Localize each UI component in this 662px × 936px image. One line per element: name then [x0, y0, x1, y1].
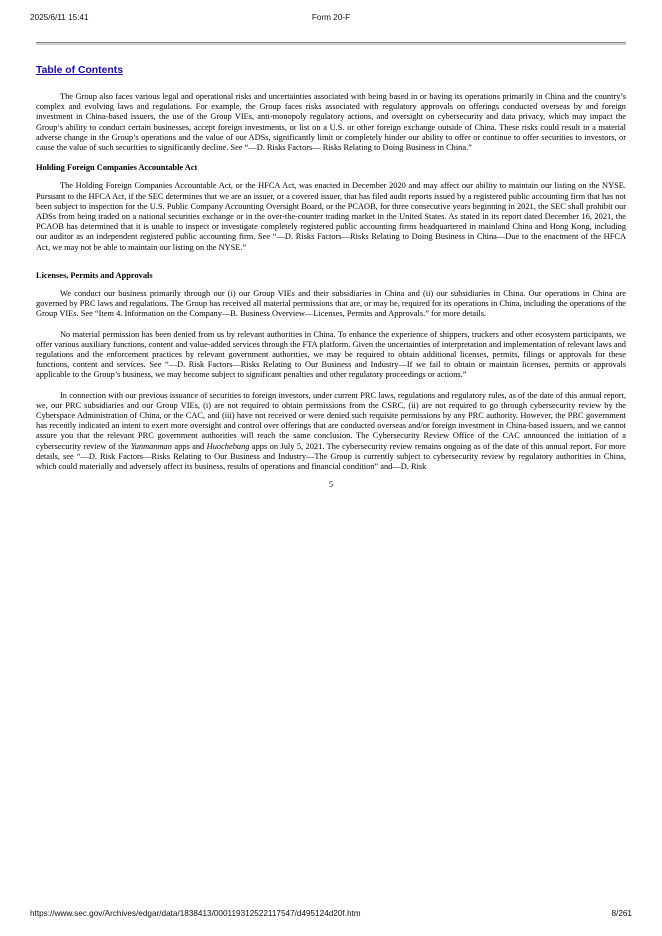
print-page-count: 8/261	[611, 909, 632, 918]
licenses-paragraph-1: We conduct our business primarily through our (i) our Group VIEs and their subsidiaries in China and (ii) our subsidiaries in China. Our operations in China are governed by PRC laws and regulations. The Group has received all material permissions that are, or may be, required for its operations in China, including the operations of the Group VIEs. See “Item 4. Information on the Company—B. Business Overview—Licenses, Permits and Approvals.” for more details.	[36, 289, 626, 319]
licenses-paragraph-3-part-c: apps on July 5, 2021. The cybersecurity review remains ongoing as of the date of this annual report. For more details, see “—D. Risk Factors—Risks Relating to Our Business and Industry—The Group is currently subject to cybersecurity review by regulatory authorities in China, which could materially and adversely affect its business, results of operations and financial condition” and—D. Risk	[36, 441, 626, 472]
app-name-yunmanman: Yunmanman	[130, 441, 172, 451]
print-footer	[0, 909, 662, 921]
document-body	[36, 60, 626, 489]
licenses-paragraph-3-part-a: In connection with our previous issuance of securities to foreign investors, under current PRC laws, regulations and regulatory rules, as of the date of this annual report, we, our PRC subsidiaries and our Group VIEs, (i) are not required to obtain permissions from the CSRC, (ii) are not required to go through cybersecurity review by the Cyberspace Administration of China, or the CAC, and (iii) have not received or were denied such requisite permissions by any PRC authority. However, the PRC government has recently indicated an intent to exert more oversight and control over offerings that are conducted overseas and/or foreign investment in China-based issuers, and we cannot assure you that the relevant PRC government authorities will reach the same conclusion. The Cybersecurity Review Office of the CAC announced the initiation of a cybersecurity review of the	[36, 390, 626, 451]
print-url: https://www.sec.gov/Archives/edgar/data/1838413/000119312522117547/d495124d20f.htm	[30, 909, 361, 918]
print-header	[0, 13, 662, 25]
licenses-heading: Licenses, Permits and Approvals	[36, 270, 153, 280]
intro-paragraph: The Group also faces various legal and operational risks and uncertainties associated with being based in or having its operations primarily in China and the country’s complex and evolving laws and regulations. For example, the Group faces risks associated with regulatory approvals on offerings conducted overseas by and foreign investment in China-based issuers, the use of the Group VIEs, anti-monopoly regulatory actions, and oversight on cybersecurity and data privacy, which may impact the Group’s ability to conduct certain businesses, accept foreign investments, or list on a U.S. or other foreign exchange outside of China. These risks could result in a material adverse change in the Group’s operations and the value of our ADSs, significantly limit or completely hinder our ability to offer or continue to offer securities to investors, or cause the value of such securities to significantly decline. See “—D. Risks Factors— Risks Relating to Doing Business in China.”	[36, 92, 626, 153]
hfca-heading: Holding Foreign Companies Accountable Act	[36, 163, 198, 173]
header-divider	[36, 42, 626, 45]
table-of-contents-link[interactable]: Table of Contents	[36, 65, 123, 76]
licenses-paragraph-3-part-b: apps and	[171, 441, 207, 451]
hfca-paragraph: The Holding Foreign Companies Accountable Act, or the HFCA Act, was enacted in December 2020 and may affect our ability to maintain our listing on the NYSE. Pursuant to the HFCA Act, if the SEC determines that we are an issuer, or a covered issuer, that has filed audit reports issued by a registered public accounting firm that has not been subject to inspection for the U.S. Public Company Accounting Oversight Board, or the PCAOB, for three consecutive years beginning in 2021, the SEC shall prohibit our ADSs from being traded on a national securities exchange or in the over-the-counter trading market in the United States. As stated in its report dated December 16, 2021, the PCAOB has determined that it is unable to inspect or investigate completely registered public accounting firms headquartered in mainland China and Hong Kong, including our auditor as an independent registered public accounting firm. See “—D. Risks Factors—Risks Relating to Doing Business in China—Due to the enactment of the HFCA Act, we may not be able to maintain our listing on the NYSE.”	[36, 181, 626, 252]
print-datetime: 2025/6/11 15:41	[30, 13, 89, 22]
licenses-paragraph-2: No material permission has been denied from us by relevant authorities in China. To enhance the experience of shippers, truckers and other ecosystem participants, we offer various auxiliary functions, content and value-added services through the FTA platform. Given the uncertainties of interpretation and implementation of relevant laws and regulations and the enforcement practices by relevant government authorities, we may be required to obtain additional licenses, permits, filings or approvals for these functions, content and services. See “—D. Risk Factors—Risks Relating to Our Business and Industry—If we fail to obtain or maintain licenses, permits or approvals applicable to the Group’s business, we may become subject to significant penalties and other regulatory proceedings or actions.”	[36, 329, 626, 380]
licenses-paragraph-3	[36, 391, 626, 473]
page-number: 5	[328, 480, 334, 490]
app-name-huochebang: Huochebang	[206, 441, 250, 451]
print-title: Form 20-F	[311, 13, 351, 22]
